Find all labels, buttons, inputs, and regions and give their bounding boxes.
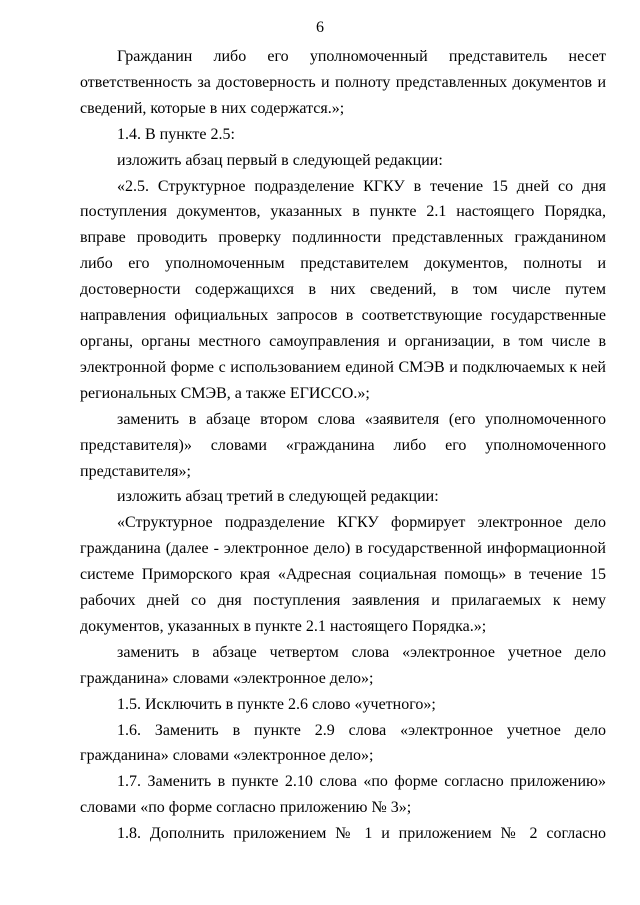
paragraph: 1.8. Дополнить приложением № 1 и приложением № 2 согласно (117, 825, 606, 843)
paragraph: 1.5. Исключить в пункте 2.6 слово «учетного»; (117, 695, 436, 713)
paragraph: заменить в абзаце четвертом слова «электронное учетное дело гражданина» словами «электронное дело»; (80, 643, 606, 687)
paragraph: 1.6. Заменить в пункте 2.9 слова «электронное учетное дело гражданина» словами «электронное дело»; (80, 721, 606, 765)
paragraph: 1.7. Заменить в пункте 2.10 слова «по форме согласно приложению» словами «по форме согласно приложению № 3»; (80, 773, 606, 817)
paragraph: «2.5. Структурное подразделение КГКУ в течение 15 дней со дня поступления документов, указанных в пункте 2.1 настоящего Порядка, вправе проводить проверку подлинности представленных гражданином либо его уполномоченным представителем документов, полноты и достоверности содержащихся в них сведений, в том числе путем направления официальных запросов в соответствующие государственные органы, органы местного самоуправления и организации, в том числе в электронной форме с использованием единой СМЭВ и подключаемых к ней региональных СМЭВ, а также ЕГИССО.»; (80, 177, 606, 402)
paragraph: «Структурное подразделение КГКУ формирует электронное дело гражданина (далее - электронное дело) в государственной информационной системе Приморского края «Адресная социальная помощь» в течение 15 рабочих дней со дня поступления заявления и прилагаемых к нему документов, указанных в пункте 2.1 настоящего Порядка.»; (80, 514, 606, 635)
page-number: 6 (316, 19, 324, 36)
paragraph: 1.4. В пункте 2.5: (117, 125, 235, 143)
paragraph: Гражданин либо его уполномоченный представитель несет ответственность за достоверность и полноту представленных документов и сведений, которые в них содержатся.»; (80, 48, 606, 117)
paragraph: изложить абзац третий в следующей редакции: (117, 488, 439, 506)
paragraph: изложить абзац первый в следующей редакции: (117, 151, 443, 169)
paragraph: заменить в абзаце втором слова «заявителя (его уполномоченного представителя)» словами «гражданина либо его уполномоченного представителя»; (80, 410, 606, 480)
document-body (80, 44, 606, 847)
